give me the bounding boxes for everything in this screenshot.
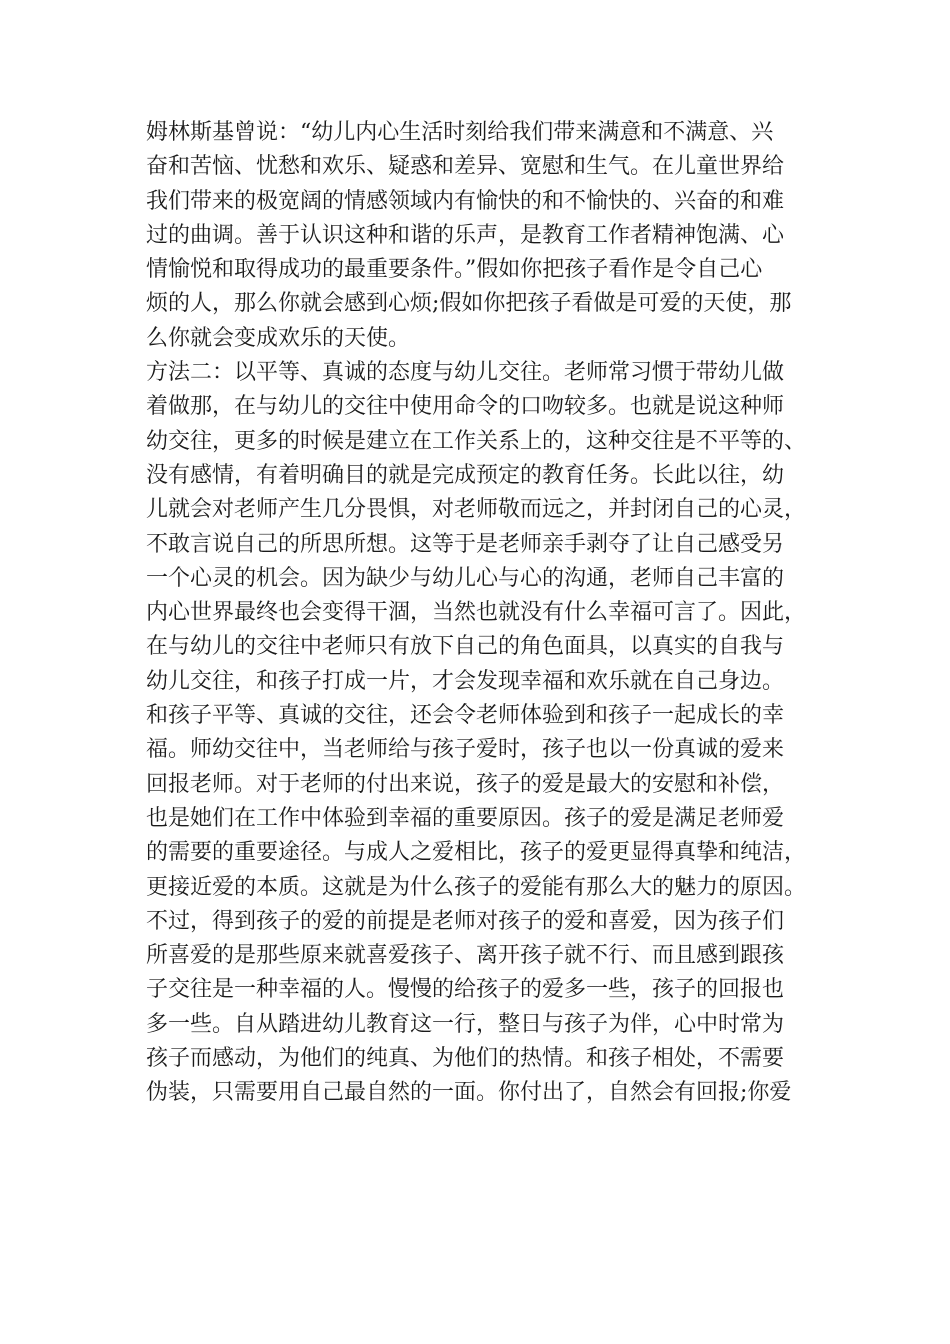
text-line: 孩子而感动，为他们的纯真、为他们的热情。和孩子相处，不需要	[146, 1046, 785, 1072]
text-line: 奋和苦恼、忧愁和欢乐、疑惑和差异、宽慰和生气。在儿童世界给	[146, 154, 785, 180]
body-text	[146, 116, 826, 1111]
text-line: 一个心灵的机会。因为缺少与幼儿心与心的沟通，老师自己丰富的	[146, 565, 785, 591]
text-line: 么你就会变成欢乐的天使。	[146, 325, 411, 351]
text-line: 过的曲调。善于认识这种和谐的乐声，是教育工作者精神饱满、心	[146, 222, 785, 248]
text-line: 在与幼儿的交往中老师只有放下自己的角色面具，以真实的自我与	[146, 634, 785, 660]
text-line: 更接近爱的本质。这就是为什么孩子的爱能有那么大的魅力的原因。	[146, 874, 807, 900]
text-line: 回报老师。对于老师的付出来说，孩子的爱是最大的安慰和补偿，	[146, 771, 785, 797]
text-line: 没有感情，有着明确目的就是完成预定的教育任务。长此以往，幼	[146, 462, 785, 488]
text-line: 不敢言说自己的所思所想。这等于是老师亲手剥夺了让自己感受另	[146, 531, 785, 557]
text-line: 伪装，只需要用自己最自然的一面。你付出了，自然会有回报;你爱	[146, 1080, 792, 1106]
text-line: 方法二：以平等、真诚的态度与幼儿交往。老师常习惯于带幼儿做	[146, 360, 785, 386]
text-line: 儿就会对老师产生几分畏惧，对老师敬而远之，并封闭自己的心灵，	[146, 497, 807, 523]
text-line: 情愉悦和取得成功的最重要条件。”假如你把孩子看作是令自己心	[146, 257, 763, 283]
text-line: 福。师幼交往中，当老师给与孩子爱时，孩子也以一份真诚的爱来	[146, 737, 785, 763]
text-line: 姆林斯基曾说：“幼儿内心生活时刻给我们带来满意和不满意、兴	[146, 120, 774, 145]
text-line: 烦的人，那么你就会感到心烦;假如你把孩子看做是可爱的天使，那	[146, 291, 792, 317]
text-line: 和孩子平等、真诚的交往，还会令老师体验到和孩子一起成长的幸	[146, 703, 785, 729]
text-line: 幼儿交往，和孩子打成一片，才会发现幸福和欢乐就在自己身边。	[146, 668, 785, 694]
text-line: 幼交往，更多的时候是建立在工作关系上的，这种交往是不平等的、	[146, 428, 807, 454]
text-line: 我们带来的极宽阔的情感领域内有愉快的和不愉快的、兴奋的和难	[146, 188, 785, 214]
text-line: 着做那，在与幼儿的交往中使用命令的口吻较多。也就是说这种师	[146, 394, 785, 420]
text-line: 的需要的重要途径。与成人之爱相比，孩子的爱更显得真挚和纯洁，	[146, 840, 807, 866]
text-line: 内心世界最终也会变得干涸，当然也就没有什么幸福可言了。因此，	[146, 600, 807, 626]
text-line: 也是她们在工作中体验到幸福的重要原因。孩子的爱是满足老师爱	[146, 805, 785, 831]
text-line: 不过，得到孩子的爱的前提是老师对孩子的爱和喜爱，因为孩子们	[146, 908, 785, 934]
text-line: 子交往是一种幸福的人。慢慢的给孩子的爱多一些，孩子的回报也	[146, 977, 785, 1003]
text-line: 所喜爱的是那些原来就喜爱孩子、离开孩子就不行、而且感到跟孩	[146, 943, 785, 969]
text-line: 多一些。自从踏进幼儿教育这一行，整日与孩子为伴，心中时常为	[146, 1011, 785, 1037]
